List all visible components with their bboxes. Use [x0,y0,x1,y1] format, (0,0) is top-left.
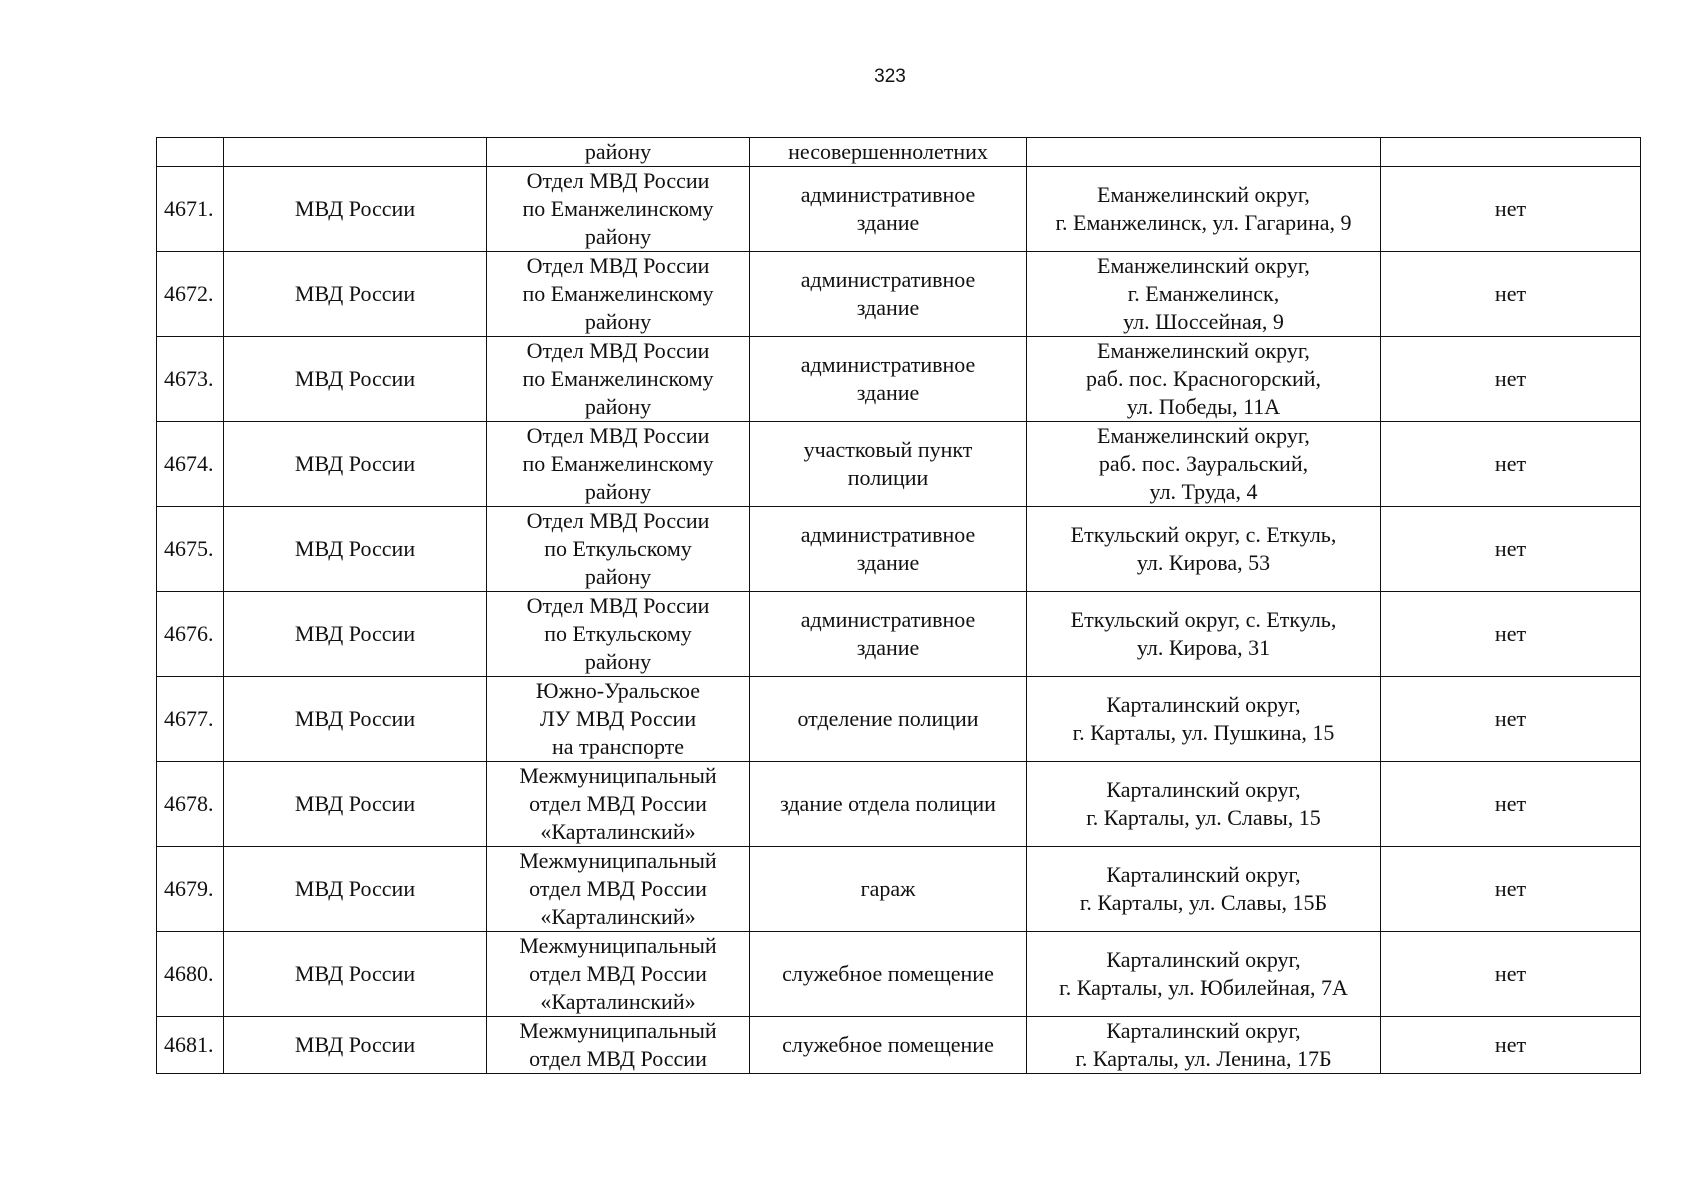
table-row [157,167,1641,252]
cell-unit-line: на транспорте [551,734,685,759]
cell-object-line: отделение полиции [797,706,979,731]
cell-ministry: МВД России [224,592,487,677]
cell-unit-line: району [584,224,652,249]
cell-unit [487,252,750,337]
table-row [157,252,1641,337]
cell-unit-line: Южно-Уральское [535,678,701,703]
cell-address-line: г. Карталы, ул. Славы, 15 [1086,805,1321,830]
cell-unit [487,1017,750,1074]
cell-unit [487,762,750,847]
cell-object [750,167,1027,252]
cell-note: нет [1381,932,1641,1017]
cell-unit-line: району [584,564,652,589]
cell-address-line: раб. пос. Красногорский, [1086,366,1321,391]
cell-unit-line: отдел МВД России [529,961,707,986]
cell-ministry: МВД России [224,422,487,507]
cell-note: нет [1381,847,1641,932]
registry-table [156,137,1641,1074]
cell-ministry: МВД России [224,252,487,337]
cell-object-line: здание [856,550,920,575]
cell-ministry: МВД России [224,1017,487,1074]
cell-note: нет [1381,677,1641,762]
cell-unit-line: по Еткульскому [544,621,692,646]
cell-address-line: Еманжелинский округ, [1097,423,1310,448]
cell-number: 4681. [157,1017,224,1074]
cell-number: 4675. [157,507,224,592]
cell-unit-line: «Карталинский» [540,819,696,844]
cell-ministry: МВД России [224,167,487,252]
cell-ministry: МВД России [224,677,487,762]
cell-number: 4677. [157,677,224,762]
cell-unit-line: району [584,649,652,674]
cell-address-line: Карталинский округ, [1106,777,1301,802]
cell-object-line: здание [856,380,920,405]
cell-object-line: здание [856,295,920,320]
cell-object-line: полиции [847,465,929,490]
cell-ministry [224,138,487,167]
cell-unit-line: отдел МВД России [529,791,707,816]
cell-address [1027,932,1381,1017]
cell-ministry: МВД России [224,847,487,932]
cell-object [750,847,1027,932]
cell-unit-line: району [584,394,652,419]
cell-unit-line: Отдел МВД России [526,338,710,363]
cell-unit-line: Отдел МВД России [526,423,710,448]
cell-unit-line: Отдел МВД России [526,253,710,278]
table-row [157,677,1641,762]
cell-object-line: служебное помещение [782,961,994,986]
cell-number: 4676. [157,592,224,677]
cell-address-line: Карталинский округ, [1106,692,1301,717]
cell-address-line: Еманжелинский округ, [1097,182,1310,207]
cell-unit-line: по Еманжелинскому [522,451,714,476]
cell-unit-line: по Еманжелинскому [522,366,714,391]
cell-address-line: г. Карталы, ул. Славы, 15Б [1079,890,1328,915]
cell-ministry: МВД России [224,932,487,1017]
cell-object [750,337,1027,422]
cell-unit [487,337,750,422]
cell-address-line: г. Карталы, ул. Ленина, 17Б [1075,1046,1332,1071]
cell-unit-line: отдел МВД России [529,876,707,901]
cell-address-line: г. Еманжелинск, [1127,281,1280,306]
cell-address [1027,762,1381,847]
cell-number: 4673. [157,337,224,422]
table-row [157,592,1641,677]
cell-unit-line: по Еткульскому [544,536,692,561]
cell-unit-line: Межмуниципальный [519,1018,717,1043]
table-row [157,932,1641,1017]
cell-address-line: раб. пос. Зауральский, [1098,451,1309,476]
cell-address-line: ул. Труда, 4 [1149,479,1258,504]
cell-number: 4671. [157,167,224,252]
cell-object [750,507,1027,592]
cell-address [1027,1017,1381,1074]
cell-address [1027,677,1381,762]
cell-address [1027,337,1381,422]
cell-address-line: Карталинский округ, [1106,862,1301,887]
cell-number: 4678. [157,762,224,847]
cell-unit-line: Межмуниципальный [519,933,717,958]
cell-ministry: МВД России [224,507,487,592]
cell-unit-line: Отдел МВД России [526,508,710,533]
cell-address-line: ул. Шоссейная, 9 [1123,309,1284,334]
registry-table-body [157,138,1641,1074]
cell-unit-line: ЛУ МВД России [539,706,697,731]
cell-object [750,422,1027,507]
cell-object-line: служебное помещение [782,1032,994,1057]
cell-object-line: административное [800,522,976,547]
cell-unit [487,592,750,677]
cell-number [157,138,224,167]
cell-address [1027,167,1381,252]
cell-number: 4672. [157,252,224,337]
table-row [157,847,1641,932]
cell-unit-line: отдел МВД России [529,1046,707,1071]
cell-object [750,592,1027,677]
cell-unit-line: Отдел МВД России [526,593,710,618]
cell-unit [487,422,750,507]
cell-unit-line: району [584,479,652,504]
table-row [157,507,1641,592]
continuation-row [157,138,1641,167]
cell-address-line: ул. Кирова, 53 [1136,550,1271,575]
cell-unit [487,677,750,762]
cell-note: нет [1381,592,1641,677]
cell-unit [487,507,750,592]
cell-address [1027,422,1381,507]
cell-address-line: г. Карталы, ул. Юбилейная, 7А [1059,975,1348,1000]
cell-unit-line: Межмуниципальный [519,848,717,873]
cell-object-line: гараж [860,876,916,901]
cell-unit-line: району [584,309,652,334]
cell-note: нет [1381,507,1641,592]
cell-unit-line: «Карталинский» [540,904,696,929]
cell-ministry: МВД России [224,762,487,847]
cell-note: нет [1381,337,1641,422]
table-row [157,1017,1641,1074]
cell-address-line: Еткульский округ, с. Еткуль, [1070,607,1337,632]
cell-object-line: участковый пункт [803,437,973,462]
cell-address-line: ул. Победы, 11А [1126,394,1281,419]
cell-object-line: здание [856,210,920,235]
cell-object-line: административное [800,182,976,207]
cell-note: нет [1381,762,1641,847]
cell-unit: району [487,138,750,167]
cell-object [750,762,1027,847]
cell-address [1027,507,1381,592]
cell-unit-line: по Еманжелинскому [522,196,714,221]
cell-address-line: Еманжелинский округ, [1097,338,1310,363]
cell-note: нет [1381,167,1641,252]
cell-number: 4680. [157,932,224,1017]
cell-unit-line: Межмуниципальный [519,763,717,788]
cell-address [1027,138,1381,167]
cell-address-line: г. Еманжелинск, ул. Гагарина, 9 [1055,210,1352,235]
cell-object [750,932,1027,1017]
cell-note: нет [1381,252,1641,337]
cell-number: 4674. [157,422,224,507]
cell-unit [487,847,750,932]
cell-unit [487,167,750,252]
cell-address [1027,252,1381,337]
cell-address-line: Еткульский округ, с. Еткуль, [1070,522,1337,547]
page-number: 323 [874,66,906,87]
cell-object: несовершеннолетних [750,138,1027,167]
cell-object [750,1017,1027,1074]
cell-address [1027,592,1381,677]
cell-object [750,252,1027,337]
cell-note: нет [1381,1017,1641,1074]
cell-address-line: Еманжелинский округ, [1097,253,1310,278]
cell-address-line: г. Карталы, ул. Пушкина, 15 [1072,720,1335,745]
cell-object [750,677,1027,762]
table-row [157,337,1641,422]
cell-object-line: административное [800,607,976,632]
cell-address-line: Карталинский округ, [1106,947,1301,972]
cell-object-line: административное [800,267,976,292]
cell-unit-line: по Еманжелинскому [522,281,714,306]
cell-ministry: МВД России [224,337,487,422]
cell-address-line: Карталинский округ, [1106,1018,1301,1043]
cell-number: 4679. [157,847,224,932]
cell-unit [487,932,750,1017]
cell-object-line: здание [856,635,920,660]
cell-address-line: ул. Кирова, 31 [1136,635,1271,660]
cell-unit-line: Отдел МВД России [526,168,710,193]
cell-unit-line: «Карталинский» [540,989,696,1014]
cell-note [1381,138,1641,167]
cell-note: нет [1381,422,1641,507]
cell-object-line: административное [800,352,976,377]
table-row [157,422,1641,507]
table-row [157,762,1641,847]
cell-object-line: здание отдела полиции [780,791,996,816]
cell-address [1027,847,1381,932]
